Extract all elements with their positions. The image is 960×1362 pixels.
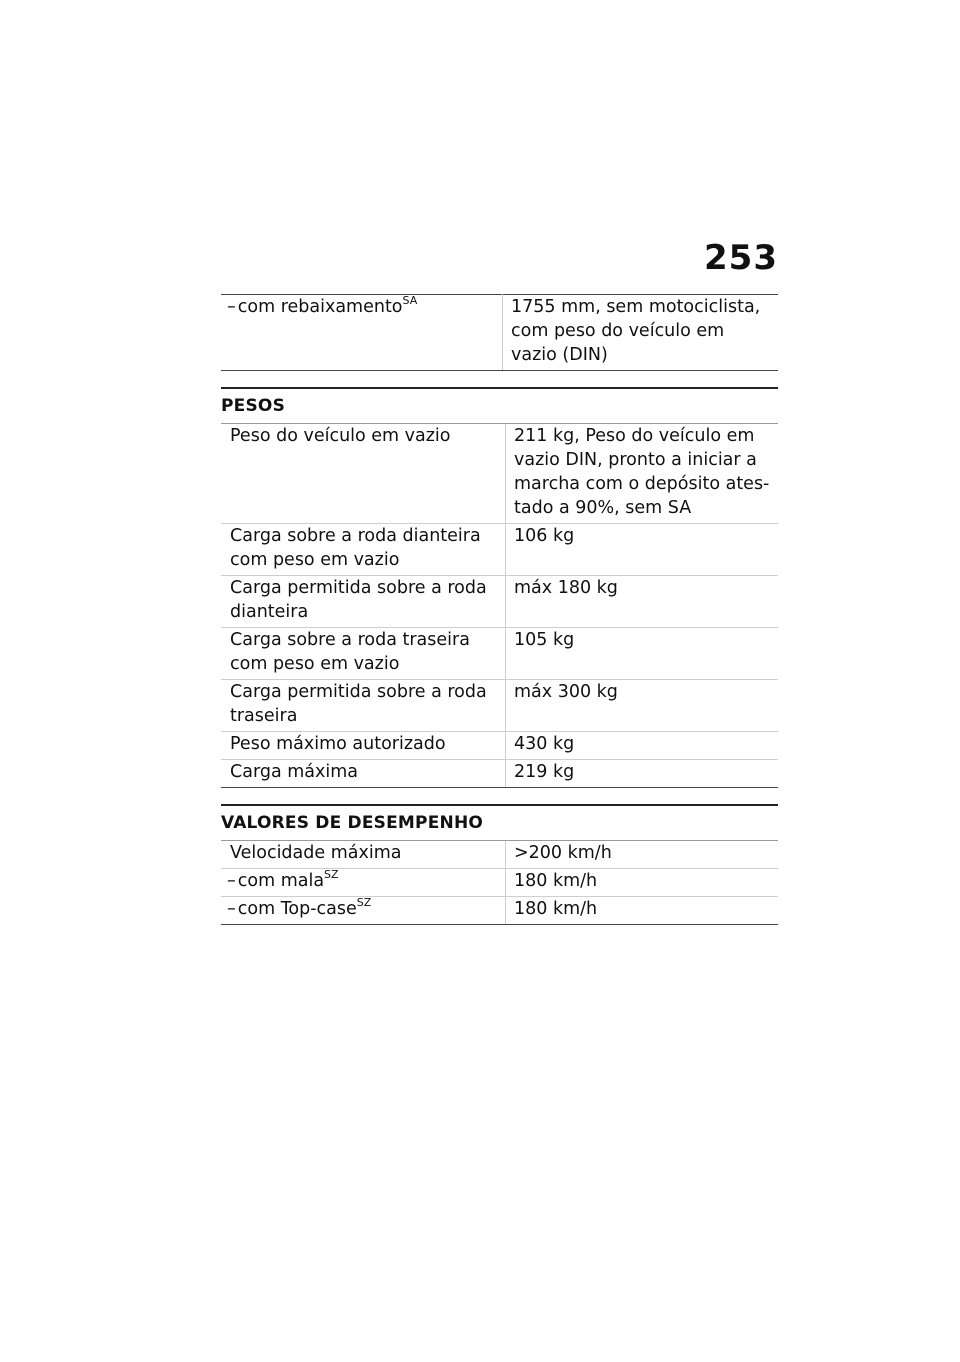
row-label-text: com rebaixamento (237, 297, 403, 317)
row-label: Peso máximo autorizado (221, 732, 506, 760)
table-row (221, 732, 778, 760)
row-label-text: com mala (237, 871, 325, 891)
table-row (221, 424, 778, 524)
row-value: máx 300 kg (506, 680, 779, 732)
row-value: 105 kg (506, 628, 779, 680)
performance-table (221, 841, 778, 925)
dash: – (227, 297, 236, 317)
row-value: 430 kg (506, 732, 779, 760)
row-value: 211 kg, Peso do veículo em vazio DIN, pronto a iniciar a marcha com o depósito ates-tado a 90%, sem SA (506, 424, 779, 524)
row-value: máx 180 kg (506, 576, 779, 628)
table-row (221, 897, 778, 925)
row-label: Carga máxima (221, 760, 506, 788)
row-label (221, 869, 506, 897)
row-value: >200 km/h (506, 841, 779, 869)
row-value: 180 km/h (506, 897, 779, 925)
section-title-weights: PESOS (221, 387, 778, 424)
row-value: 106 kg (506, 524, 779, 576)
weights-table (221, 424, 778, 788)
page-number: 253 (704, 238, 778, 278)
table-row (221, 760, 778, 788)
table-row (221, 576, 778, 628)
section-title-performance: VALORES DE DESEMPENHO (221, 804, 778, 841)
row-label: Carga sobre a roda dianteira com peso em vazio (221, 524, 506, 576)
table-row (221, 295, 778, 371)
row-label: Carga sobre a roda traseira com peso em vazio (221, 628, 506, 680)
table-row (221, 524, 778, 576)
row-label: Velocidade máxima (221, 841, 506, 869)
table-row (221, 628, 778, 680)
row-value: 219 kg (506, 760, 779, 788)
row-label: Carga permitida sobre a roda traseira (221, 680, 506, 732)
row-label: Carga permitida sobre a roda dianteira (221, 576, 506, 628)
row-label: Peso do veículo em vazio (221, 424, 506, 524)
row-value: 1755 mm, sem motociclista, com peso do veículo em vazio (DIN) (503, 295, 779, 371)
dimensions-continuation-table (221, 294, 778, 371)
row-label (221, 295, 503, 371)
table-row (221, 869, 778, 897)
spec-content (221, 294, 778, 925)
row-value: 180 km/h (506, 869, 779, 897)
table-row (221, 680, 778, 732)
row-label (221, 897, 506, 925)
superscript-note: SZ (324, 868, 339, 881)
dash: – (227, 899, 236, 919)
superscript-note: SA (402, 294, 418, 307)
table-row (221, 841, 778, 869)
dash: – (227, 871, 236, 891)
superscript-note: SZ (356, 896, 372, 909)
row-label-text: com Top-case (237, 899, 357, 919)
